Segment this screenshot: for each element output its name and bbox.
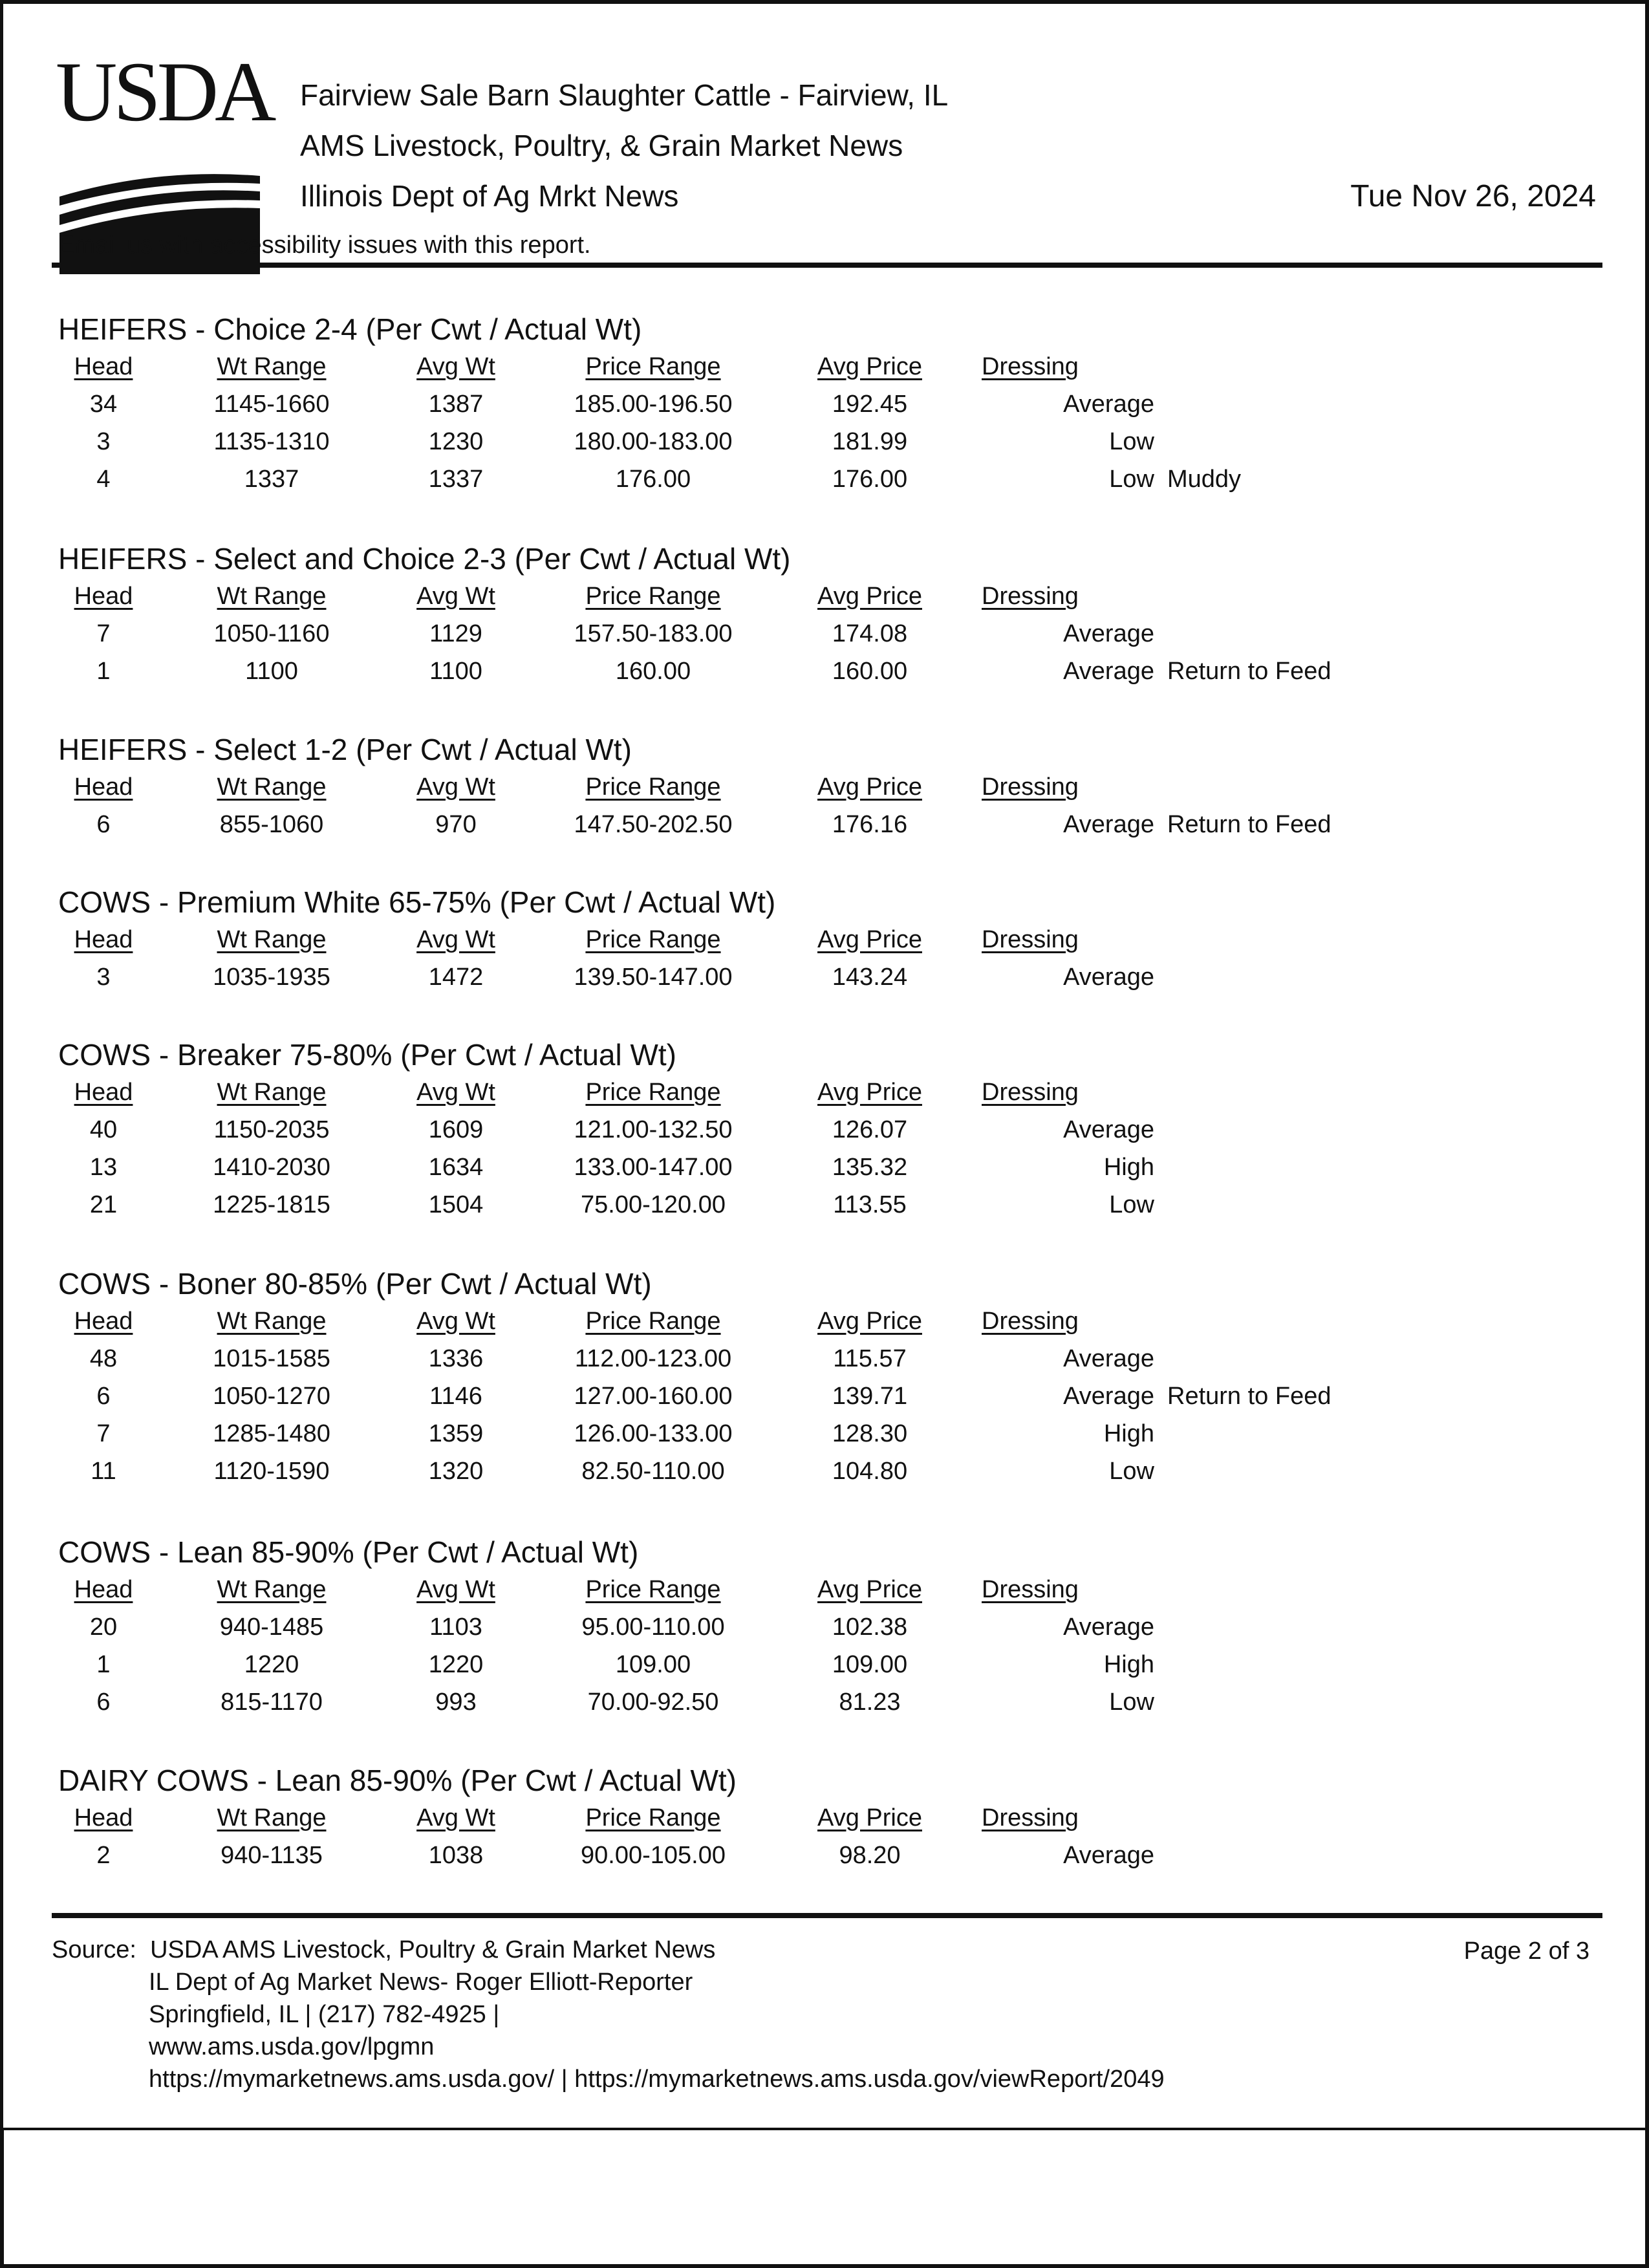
- cell-avg-price: 109.00: [832, 1651, 908, 1678]
- cell-head: 13: [89, 1154, 118, 1181]
- scan-border-right: [1645, 0, 1649, 2268]
- table-row: [58, 615, 1352, 653]
- column-header-row: [58, 768, 1352, 806]
- cell-price-range: 147.50-202.50: [574, 811, 733, 838]
- cell-dressing: Average: [1063, 391, 1154, 418]
- cell-avg-wt: 970: [435, 811, 477, 838]
- column-header-avg-wt: Avg Wt: [416, 1576, 495, 1603]
- cell-avg-price: 143.24: [832, 964, 908, 991]
- table-row: [58, 385, 1352, 423]
- cell-wt-range: 1120-1590: [213, 1458, 330, 1485]
- cell-avg-wt: 1320: [428, 1458, 484, 1485]
- report-date: Tue Nov 26, 2024: [1350, 179, 1596, 213]
- column-header-dressing: Dressing: [982, 773, 1079, 801]
- cell-avg-price: 135.32: [832, 1154, 908, 1181]
- scan-border-top: [0, 0, 1649, 4]
- cell-avg-price: 113.55: [833, 1191, 907, 1218]
- page-number: Page 2 of 3: [1463, 1938, 1590, 1965]
- cell-note: Return to Feed: [1167, 658, 1331, 685]
- cell-avg-price: 192.45: [832, 391, 908, 418]
- cell-head: 1: [96, 1651, 111, 1678]
- cell-price-range: 82.50-110.00: [581, 1458, 725, 1485]
- cell-price-range: 109.00: [615, 1651, 691, 1678]
- column-header-wt-range: Wt Range: [217, 926, 327, 953]
- column-header-avg-price: Avg Price: [817, 773, 922, 801]
- column-header-avg-price: Avg Price: [817, 1804, 922, 1831]
- report-agency: AMS Livestock, Poultry, & Grain Market News: [300, 129, 903, 162]
- cell-wt-range: 1145-1660: [213, 391, 330, 418]
- cell-price-range: 133.00-147.00: [574, 1154, 733, 1181]
- cell-price-range: 160.00: [615, 658, 691, 685]
- column-header-price-range: Price Range: [585, 773, 721, 801]
- table-row: [58, 1837, 1352, 1874]
- table-row: [58, 1453, 1352, 1490]
- cell-head: 6: [96, 1689, 111, 1716]
- cell-wt-range: 1225-1815: [213, 1191, 330, 1218]
- cell-avg-price: 115.57: [833, 1345, 907, 1372]
- column-header-dressing: Dressing: [982, 1079, 1079, 1106]
- section-title: HEIFERS - Select and Choice 2-3 (Per Cwt / Actual Wt): [58, 542, 791, 576]
- column-header-dressing: Dressing: [982, 353, 1079, 380]
- column-header-avg-wt: Avg Wt: [416, 1079, 495, 1106]
- cell-wt-range: 1050-1160: [213, 620, 330, 647]
- cell-dressing: Average: [1063, 1345, 1154, 1372]
- column-header-wt-range: Wt Range: [217, 583, 327, 610]
- column-header-dressing: Dressing: [982, 926, 1079, 953]
- cell-avg-wt: 1038: [428, 1842, 484, 1869]
- column-header-row: [58, 578, 1352, 615]
- cell-price-range: 90.00-105.00: [581, 1842, 726, 1869]
- cell-avg-price: 160.00: [832, 658, 908, 685]
- table-row: [58, 1415, 1352, 1453]
- cell-price-range: 70.00-92.50: [587, 1689, 719, 1716]
- column-header-avg-wt: Avg Wt: [416, 1804, 495, 1831]
- cell-head: 21: [89, 1191, 118, 1218]
- cell-avg-wt: 1129: [429, 620, 482, 647]
- cell-avg-price: 174.08: [832, 620, 908, 647]
- table-row: [58, 1646, 1352, 1683]
- cell-price-range: 127.00-160.00: [574, 1383, 733, 1410]
- column-header-row: [58, 1571, 1352, 1608]
- table-row: [58, 460, 1352, 498]
- column-header-head: Head: [74, 583, 133, 610]
- source-line-2: IL Dept of Ag Market News- Roger Elliott-Reporter: [149, 1969, 693, 1996]
- column-header-price-range: Price Range: [585, 353, 721, 380]
- cell-dressing: Average: [1063, 1116, 1154, 1143]
- cell-wt-range: 940-1485: [219, 1614, 324, 1641]
- cell-price-range: 157.50-183.00: [574, 620, 733, 647]
- column-header-avg-wt: Avg Wt: [416, 926, 495, 953]
- cell-price-range: 121.00-132.50: [574, 1116, 733, 1143]
- column-header-avg-wt: Avg Wt: [416, 1308, 495, 1335]
- source-link-lpgmn[interactable]: www.ams.usda.gov/lpgmn: [149, 2033, 435, 2060]
- column-header-avg-price: Avg Price: [817, 926, 922, 953]
- footer-source: [52, 1934, 1165, 2095]
- cell-price-range: 176.00: [615, 466, 691, 493]
- cell-avg-price: 176.16: [832, 811, 908, 838]
- cell-avg-price: 81.23: [839, 1689, 901, 1716]
- section-3: [58, 883, 1352, 996]
- column-header-avg-price: Avg Price: [817, 353, 922, 380]
- cell-dressing: Average: [1063, 658, 1154, 685]
- cell-avg-wt: 1336: [428, 1345, 484, 1372]
- cell-avg-price: 176.00: [832, 466, 908, 493]
- cell-dressing: Low: [1109, 466, 1154, 493]
- cell-head: 6: [96, 811, 111, 838]
- cell-price-range: 185.00-196.50: [574, 391, 733, 418]
- cell-head: 1: [96, 658, 111, 685]
- column-header-row: [58, 1074, 1352, 1111]
- cell-dressing: Average: [1063, 964, 1154, 991]
- table-row: [58, 1377, 1352, 1415]
- cell-head: 4: [96, 466, 111, 493]
- section-title: DAIRY COWS - Lean 85-90% (Per Cwt / Actual Wt): [58, 1764, 737, 1797]
- column-header-wt-range: Wt Range: [217, 1308, 327, 1335]
- cell-avg-price: 104.80: [832, 1458, 908, 1485]
- cell-avg-wt: 1387: [428, 391, 484, 418]
- column-header-head: Head: [74, 1576, 133, 1603]
- table-row: [58, 1111, 1352, 1149]
- source-line-3: Springfield, IL | (217) 782-4925 |: [149, 2001, 500, 2028]
- cell-dressing: Low: [1109, 428, 1154, 455]
- table-row: [58, 1608, 1352, 1646]
- table-row: [58, 1186, 1352, 1224]
- table-row: [58, 1340, 1352, 1377]
- cell-avg-wt: 1472: [428, 964, 484, 991]
- column-header-dressing: Dressing: [982, 1576, 1079, 1603]
- cell-head: 3: [96, 964, 111, 991]
- cell-avg-wt: 1504: [428, 1191, 484, 1218]
- table-row: [58, 1683, 1352, 1721]
- cell-dressing: Average: [1063, 1383, 1154, 1410]
- cell-head: 7: [96, 1420, 111, 1447]
- column-header-avg-wt: Avg Wt: [416, 353, 495, 380]
- section-0: [58, 310, 1352, 498]
- cell-head: 40: [89, 1116, 118, 1143]
- cell-price-range: 112.00-123.00: [574, 1345, 732, 1372]
- scan-border-left: [0, 0, 3, 2268]
- source-line-1: USDA AMS Livestock, Poultry & Grain Market News: [150, 1936, 716, 1963]
- cell-avg-wt: 1337: [428, 466, 484, 493]
- cell-price-range: 75.00-120.00: [581, 1191, 726, 1218]
- cell-dressing: Average: [1063, 620, 1154, 647]
- cell-avg-price: 181.99: [832, 428, 908, 455]
- cell-price-range: 126.00-133.00: [574, 1420, 733, 1447]
- column-header-row: [58, 1302, 1352, 1340]
- column-header-wt-range: Wt Range: [217, 773, 327, 801]
- column-header-price-range: Price Range: [585, 1576, 721, 1603]
- column-header-head: Head: [74, 773, 133, 801]
- column-header-wt-range: Wt Range: [217, 1804, 327, 1831]
- table-row: [58, 958, 1352, 996]
- cell-wt-range: 1135-1310: [213, 428, 330, 455]
- source-link-mymarketnews[interactable]: https://mymarketnews.ams.usda.gov/ | https://mymarketnews.ams.usda.gov/viewReport/2049: [149, 2066, 1165, 2093]
- cell-dressing: Average: [1063, 1842, 1154, 1869]
- column-header-wt-range: Wt Range: [217, 353, 327, 380]
- section-2: [58, 731, 1352, 843]
- section-title: COWS - Boner 80-85% (Per Cwt / Actual Wt): [58, 1267, 652, 1301]
- cell-price-range: 139.50-147.00: [574, 964, 733, 991]
- report-title: Fairview Sale Barn Slaughter Cattle - Fairview, IL: [300, 78, 949, 112]
- column-header-row: [58, 348, 1352, 385]
- cell-avg-wt: 1609: [428, 1116, 484, 1143]
- column-header-price-range: Price Range: [585, 1804, 721, 1831]
- cell-wt-range: 1035-1935: [213, 964, 330, 991]
- column-header-head: Head: [74, 1079, 133, 1106]
- report-office: Illinois Dept of Ag Mrkt News: [300, 179, 679, 213]
- column-header-wt-range: Wt Range: [217, 1576, 327, 1603]
- section-7: [58, 1762, 1352, 1874]
- usda-logo-text: USDA: [56, 44, 273, 139]
- cell-avg-wt: 1230: [428, 428, 484, 455]
- scan-lower-frame: [0, 2128, 1649, 2268]
- section-title: COWS - Breaker 75-80% (Per Cwt / Actual Wt): [58, 1038, 677, 1072]
- cell-dressing: High: [1103, 1420, 1154, 1447]
- column-header-head: Head: [74, 926, 133, 953]
- cell-wt-range: 1015-1585: [213, 1345, 330, 1372]
- cell-wt-range: 1410-2030: [213, 1154, 330, 1181]
- cell-dressing: Low: [1109, 1689, 1154, 1716]
- column-header-price-range: Price Range: [585, 1308, 721, 1335]
- cell-avg-wt: 1103: [429, 1614, 482, 1641]
- column-header-avg-wt: Avg Wt: [416, 773, 495, 801]
- cell-wt-range: 1220: [244, 1651, 299, 1678]
- cell-wt-range: 855-1060: [219, 811, 324, 838]
- footer-divider: [52, 1913, 1602, 1918]
- cell-note: Return to Feed: [1167, 1383, 1331, 1410]
- cell-dressing: Average: [1063, 811, 1154, 838]
- table-row: [58, 423, 1352, 460]
- cell-head: 11: [91, 1458, 116, 1485]
- header-divider: [52, 263, 1602, 268]
- cell-wt-range: 1285-1480: [213, 1420, 330, 1447]
- column-header-avg-price: Avg Price: [817, 583, 922, 610]
- cell-head: 48: [89, 1345, 118, 1372]
- section-5: [58, 1265, 1352, 1490]
- cell-note: Return to Feed: [1167, 811, 1331, 838]
- column-header-dressing: Dressing: [982, 583, 1079, 610]
- column-header-price-range: Price Range: [585, 926, 721, 953]
- column-header-dressing: Dressing: [982, 1308, 1079, 1335]
- cell-avg-wt: 993: [435, 1689, 477, 1716]
- cell-wt-range: 1337: [244, 466, 299, 493]
- cell-wt-range: 1050-1270: [213, 1383, 330, 1410]
- column-header-head: Head: [74, 1308, 133, 1335]
- cell-price-range: 180.00-183.00: [574, 428, 733, 455]
- source-label: Source:: [52, 1936, 136, 1963]
- cell-avg-price: 128.30: [832, 1420, 908, 1447]
- column-header-row: [58, 1799, 1352, 1837]
- cell-price-range: 95.00-110.00: [581, 1614, 725, 1641]
- cell-avg-price: 126.07: [832, 1116, 908, 1143]
- column-header-avg-wt: Avg Wt: [416, 583, 495, 610]
- cell-head: 6: [96, 1383, 111, 1410]
- cell-wt-range: 1150-2035: [213, 1116, 330, 1143]
- cell-head: 34: [89, 391, 118, 418]
- column-header-wt-range: Wt Range: [217, 1079, 327, 1106]
- section-6: [58, 1533, 1352, 1721]
- table-row: [58, 806, 1352, 843]
- column-header-price-range: Price Range: [585, 1079, 721, 1106]
- accessibility-email-link[interactable]: Email us with accessibility issues with this report.: [58, 232, 591, 259]
- cell-avg-price: 139.71: [832, 1383, 908, 1410]
- section-title: HEIFERS - Select 1-2 (Per Cwt / Actual Wt): [58, 733, 632, 766]
- cell-avg-wt: 1100: [429, 658, 482, 685]
- column-header-price-range: Price Range: [585, 583, 721, 610]
- section-title: COWS - Premium White 65-75% (Per Cwt / Actual Wt): [58, 885, 776, 919]
- cell-note: Muddy: [1167, 466, 1242, 493]
- section-title: HEIFERS - Choice 2-4 (Per Cwt / Actual Wt): [58, 312, 642, 346]
- cell-head: 7: [96, 620, 111, 647]
- usda-logo: [56, 44, 273, 211]
- section-4: [58, 1036, 1352, 1224]
- cell-avg-wt: 1146: [429, 1383, 482, 1410]
- column-header-avg-price: Avg Price: [817, 1079, 922, 1106]
- cell-wt-range: 1100: [245, 658, 298, 685]
- section-1: [58, 540, 1352, 690]
- cell-dressing: Low: [1109, 1191, 1154, 1218]
- cell-head: 2: [96, 1842, 111, 1869]
- column-header-row: [58, 921, 1352, 958]
- cell-wt-range: 815-1170: [221, 1689, 323, 1716]
- cell-avg-wt: 1634: [428, 1154, 484, 1181]
- section-title: COWS - Lean 85-90% (Per Cwt / Actual Wt): [58, 1535, 639, 1569]
- cell-dressing: High: [1103, 1154, 1154, 1181]
- cell-avg-wt: 1220: [428, 1651, 484, 1678]
- cell-avg-price: 98.20: [839, 1842, 901, 1869]
- cell-avg-wt: 1359: [428, 1420, 484, 1447]
- column-header-head: Head: [74, 1804, 133, 1831]
- cell-dressing: Average: [1063, 1614, 1154, 1641]
- cell-head: 20: [89, 1614, 118, 1641]
- cell-dressing: Low: [1109, 1458, 1154, 1485]
- column-header-avg-price: Avg Price: [817, 1308, 922, 1335]
- table-row: [58, 653, 1352, 690]
- cell-avg-price: 102.38: [832, 1614, 908, 1641]
- column-header-avg-price: Avg Price: [817, 1576, 922, 1603]
- column-header-head: Head: [74, 353, 133, 380]
- cell-head: 3: [96, 428, 111, 455]
- cell-dressing: High: [1103, 1651, 1154, 1678]
- cell-wt-range: 940-1135: [221, 1842, 323, 1869]
- column-header-dressing: Dressing: [982, 1804, 1079, 1831]
- table-row: [58, 1149, 1352, 1186]
